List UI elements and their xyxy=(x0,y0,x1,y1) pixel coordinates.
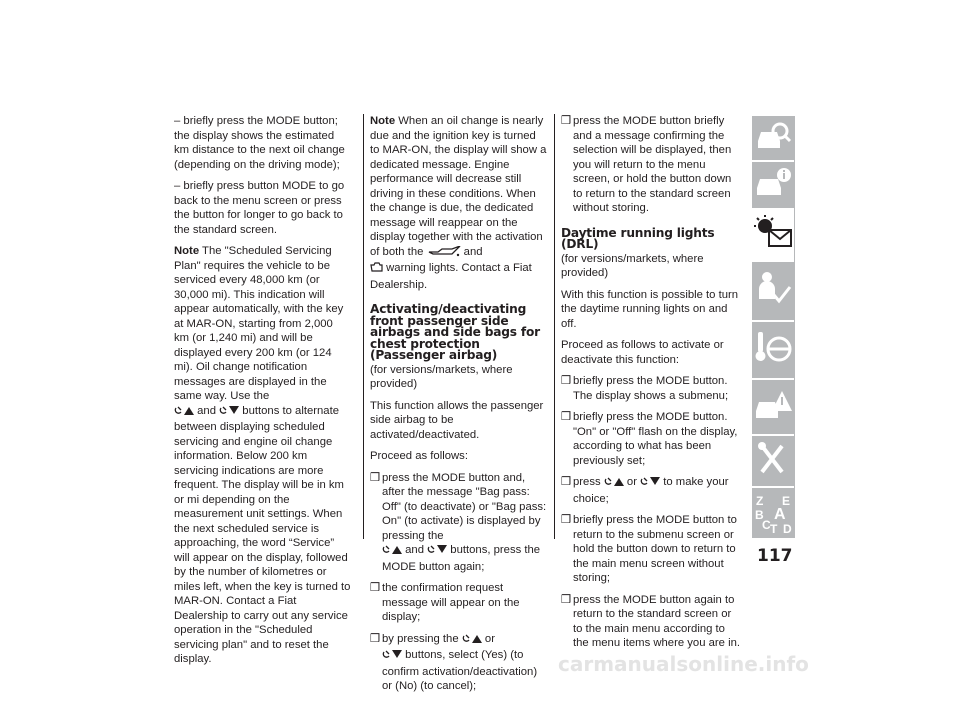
bullet-item xyxy=(561,513,741,586)
mode-button-up-icon xyxy=(604,476,624,492)
mode-button-up-icon xyxy=(174,405,194,421)
bullet-icon: ❒ xyxy=(561,375,572,388)
bullet-text: press the MODE button and, after the message "Bag pass: Off" (to deactivate) or "Bag pass: On" (to activate) is displayed by pressing the xyxy=(382,471,547,542)
note-paragraph xyxy=(370,114,548,292)
sidebar-tab-people-check[interactable] xyxy=(752,262,794,320)
note-text: warning lights. Contact a Fiat Dealership. xyxy=(370,262,532,291)
mode-button-down-icon xyxy=(219,405,239,421)
column-divider xyxy=(554,114,555,539)
bullet-text: buttons, select (Yes) (to confirm activation/deactivation) or (No) (to cancel); xyxy=(382,649,538,693)
index-letter: Z xyxy=(756,494,764,508)
car-info-icon xyxy=(754,166,792,205)
people-check-icon xyxy=(754,269,792,314)
bullet-item xyxy=(561,410,741,468)
note-paragraph xyxy=(174,244,351,667)
bullet-item xyxy=(370,581,548,625)
bullet-text: by pressing the xyxy=(382,632,459,645)
sidebar-tab-car-search[interactable] xyxy=(752,116,794,160)
oil-can-icon xyxy=(427,246,461,262)
watermark: carmanualsonline.info xyxy=(558,652,809,676)
page-number: 117 xyxy=(757,546,793,566)
index-letter: D xyxy=(783,522,792,536)
mode-button-up-icon xyxy=(462,633,482,649)
section-heading: Activating/deactivating front passenger side airbags and side bags for chest protection (Passenger airbag) xyxy=(370,302,540,363)
bullet-text: the confirmation request message will appear on the display; xyxy=(382,582,520,624)
mode-button-up-icon xyxy=(382,544,402,560)
column-3 xyxy=(561,114,741,658)
paragraph: – briefly press button MODE to go back to the menu screen or press the button for longer to go back to the standard screen. xyxy=(174,180,345,236)
bullet-icon: ❒ xyxy=(561,115,572,127)
bullet-item xyxy=(561,374,741,403)
mode-button-down-icon xyxy=(382,649,402,665)
car-search-icon xyxy=(754,119,792,158)
car-warning-icon xyxy=(754,387,792,428)
note-text: When an oil change is nearly due and the ignition key is turned to MAR-ON, the display will show a dedicated message. Engine performance will decrease still driving in these conditions. When the change is due, the dedicated message will reappear on the display together with the activation of both the xyxy=(370,115,547,258)
bullet-icon: ❒ xyxy=(370,582,381,595)
bullet-icon: ❒ xyxy=(561,593,572,606)
and-text: and xyxy=(197,404,216,417)
engine-warning-icon xyxy=(370,262,383,278)
note-text: The "Scheduled Servicing Plan" requires the vehicle to be serviced every 48,000 km (or 30,000 mi). This indication will appear automatically, with the key at MAR-ON, starting from 2,000 km (or 1,240 mi) and will be displayed every 200 km (or 124 mi). Oil change notification messages are displayed in the same way. Use the xyxy=(174,245,344,402)
note-label: Note xyxy=(174,245,200,257)
paragraph: With this function is possible to turn the daytime running lights on and off. xyxy=(561,288,739,330)
sidebar-divider xyxy=(794,116,795,538)
note-text: buttons to alternate between displaying scheduled servicing and engine oil change information. Below 200 km servicing indications are more frequent. The display will be in km or mi depending on the measurement unit settings. When the next scheduled service is approaching, the word “Service” will appear on the display, followed by the number of kilometres or miles left, when the key is turned to MAR-ON. Contact a Fiat Dealership to carry out any service operation in the "Scheduled servicing plan" and to reset the display. xyxy=(174,404,351,665)
bullet-icon: ❒ xyxy=(370,471,381,484)
wrench-icon xyxy=(754,442,792,481)
column-divider xyxy=(363,114,364,539)
or-text: or xyxy=(626,476,637,489)
bullet-text: briefly press the MODE button. "On" or "Off" flash on the display, according to what has been previously set; xyxy=(573,411,738,467)
light-mail-icon xyxy=(753,214,793,257)
bullet-icon: ❒ xyxy=(370,632,381,645)
bullet-text: press the MODE button again to return to the standard screen or to the main menu according to the menu items where you are in. xyxy=(573,593,741,650)
and-text: and xyxy=(405,544,424,557)
bullet-text: press the MODE button briefly and a message confirming the selection will be displayed, then you will return to the menu screen, or hold the button down to return to the standard screen without storing. xyxy=(573,115,732,214)
bullet-item xyxy=(370,471,548,575)
index-letter: T xyxy=(770,522,778,536)
section-subheading: (for versions/markets, where provided) xyxy=(561,252,704,280)
bullet-text: to make your choice; xyxy=(573,476,729,505)
bullet-icon: ❒ xyxy=(561,476,572,489)
section-subheading: (for versions/markets, where provided) xyxy=(370,363,513,391)
index-letter: E xyxy=(782,494,791,508)
bullet-item xyxy=(561,114,741,216)
index-letter: A xyxy=(774,506,786,523)
sidebar-tab-light-mail[interactable] xyxy=(752,210,794,260)
bullet-text: briefly press the MODE button to return to the submenu screen or hold the button down to return to the main menu screen without storing; xyxy=(573,514,737,585)
sidebar-tab-alphabet-index[interactable] xyxy=(752,494,794,538)
bullet-icon: ❒ xyxy=(561,411,572,424)
and-text: and xyxy=(463,245,483,258)
index-letter: C xyxy=(762,518,771,532)
bullet-item xyxy=(370,632,548,694)
mode-button-down-icon xyxy=(640,476,660,492)
sidebar-tab-car-info[interactable] xyxy=(752,162,794,208)
sidebar-tab-wrench[interactable] xyxy=(752,436,794,486)
sidebar-tab-key-wheel[interactable] xyxy=(752,322,794,378)
paragraph: Proceed as follows: xyxy=(370,450,468,463)
sidebar-tab-car-warning[interactable] xyxy=(752,380,794,434)
section-heading: Daytime running lights (DRL) xyxy=(561,225,715,252)
column-2 xyxy=(370,114,548,701)
paragraph: This function allows the passenger side airbag to be activated/deactivated. xyxy=(370,399,544,441)
column-1 xyxy=(174,114,351,674)
bullet-text: briefly press the MODE button. The display shows a submenu; xyxy=(573,375,729,402)
bullet-item xyxy=(561,593,741,651)
paragraph: – briefly press the MODE button; the display shows the estimated km distance to the next oil change (depending on the driving mode); xyxy=(174,115,345,171)
key-wheel-icon xyxy=(754,328,792,373)
paragraph: Proceed as follows to activate or deactivate this function: xyxy=(561,339,724,366)
or-text: or xyxy=(484,632,495,645)
bullet-icon: ❒ xyxy=(561,514,572,527)
bullet-text: press xyxy=(573,476,601,489)
note-label: Note xyxy=(370,115,396,127)
bullet-text: buttons, press the MODE button again; xyxy=(382,544,541,573)
mode-button-down-icon xyxy=(427,544,447,560)
index-letter: B xyxy=(755,508,764,522)
bullet-item xyxy=(561,475,741,506)
